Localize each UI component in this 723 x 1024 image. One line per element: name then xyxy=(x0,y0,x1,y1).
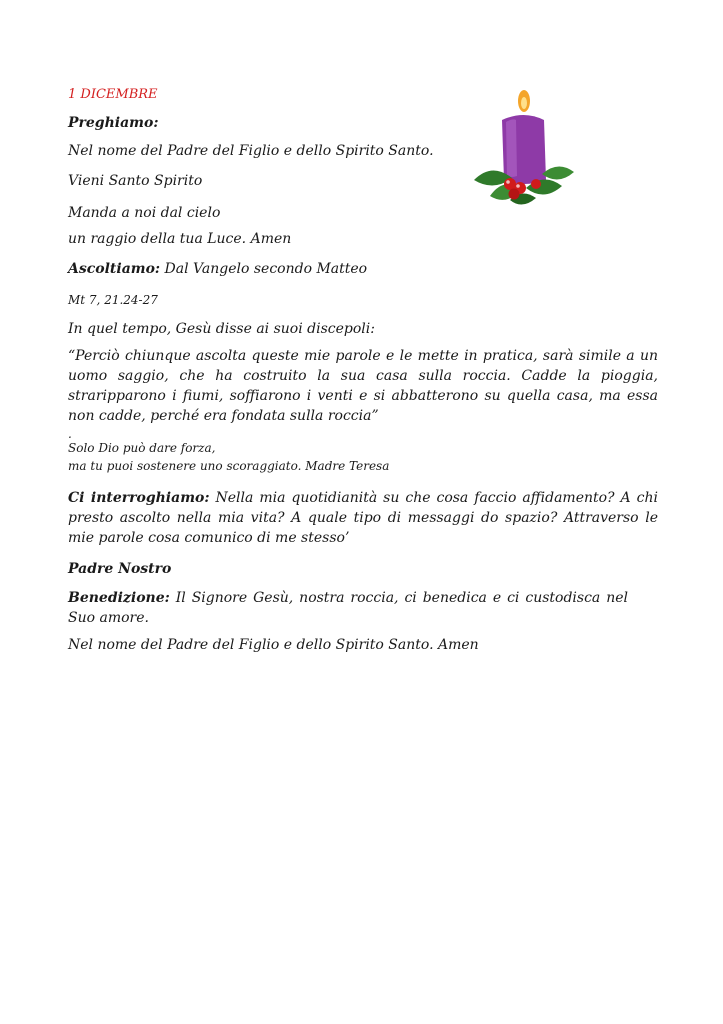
gospel-reference: Mt 7, 21.24-27 xyxy=(68,293,158,307)
pray-line-1: Nel nome del Padre del Figlio e dello Spirito Santo. xyxy=(68,143,434,159)
holly-leaf-icon xyxy=(542,166,574,179)
blessing-label: Benedizione: xyxy=(68,590,170,606)
quote-line-1: Solo Dio può dare forza, xyxy=(68,441,216,455)
question-text: Nella mia quotidianità su che cosa faccio affidamento? A chi presto ascolto nella mia vita? A quale tipo di messaggi do spazio? Attraverso le mie parole cosa comunico di me stesso’ xyxy=(68,490,658,546)
listen-text: Dal Vangelo secondo Matteo xyxy=(160,261,368,277)
quote-dot: . xyxy=(68,427,72,441)
question-paragraph xyxy=(68,488,658,548)
listen-label: Ascoltiamo: xyxy=(68,261,161,277)
gospel-intro: In quel tempo, Gesù disse ai suoi discepoli: xyxy=(68,321,375,337)
gospel-text: “Perciò chiunque ascolta queste mie parole e le mette in pratica, sarà simile a un uomo saggio, che ha costruito la sua casa sulla roccia. Cadde la pioggia, straripparono i fiumi, soffiarono i venti e si abbatterono su quella casa, ma essa non cadde, perché era fondata sulla roccia” xyxy=(68,348,658,424)
closing-line: Nel nome del Padre del Figlio e dello Spirito Santo. Amen xyxy=(68,637,479,653)
berry-icon xyxy=(531,179,541,189)
listen-line xyxy=(68,260,367,278)
blessing-paragraph xyxy=(68,588,628,628)
pray-line-3: Manda a noi dal cielo xyxy=(68,205,221,221)
berry-shine-icon xyxy=(506,180,510,184)
pray-line-4: un raggio della tua Luce. Amen xyxy=(68,231,292,247)
candle-highlight-icon xyxy=(506,119,517,177)
quote-line-2: ma tu puoi sostenere uno scoraggiato. Madre Teresa xyxy=(68,459,390,473)
pray-line-2: Vieni Santo Spirito xyxy=(68,173,203,189)
flame-core-icon xyxy=(521,97,527,109)
advent-candle-illustration xyxy=(466,88,578,212)
our-father-heading: Padre Nostro xyxy=(68,561,172,577)
berry-shine-icon xyxy=(516,184,520,188)
date-heading: 1 DICEMBRE xyxy=(68,87,158,102)
berry-icon xyxy=(509,189,520,200)
blessing-text: Il Signore Gesù, nostra roccia, ci benedica e ci custodisca nel Suo amore. xyxy=(68,590,628,626)
question-label: Ci interroghiamo: xyxy=(68,490,210,506)
pray-label: Preghiamo: xyxy=(68,115,159,131)
